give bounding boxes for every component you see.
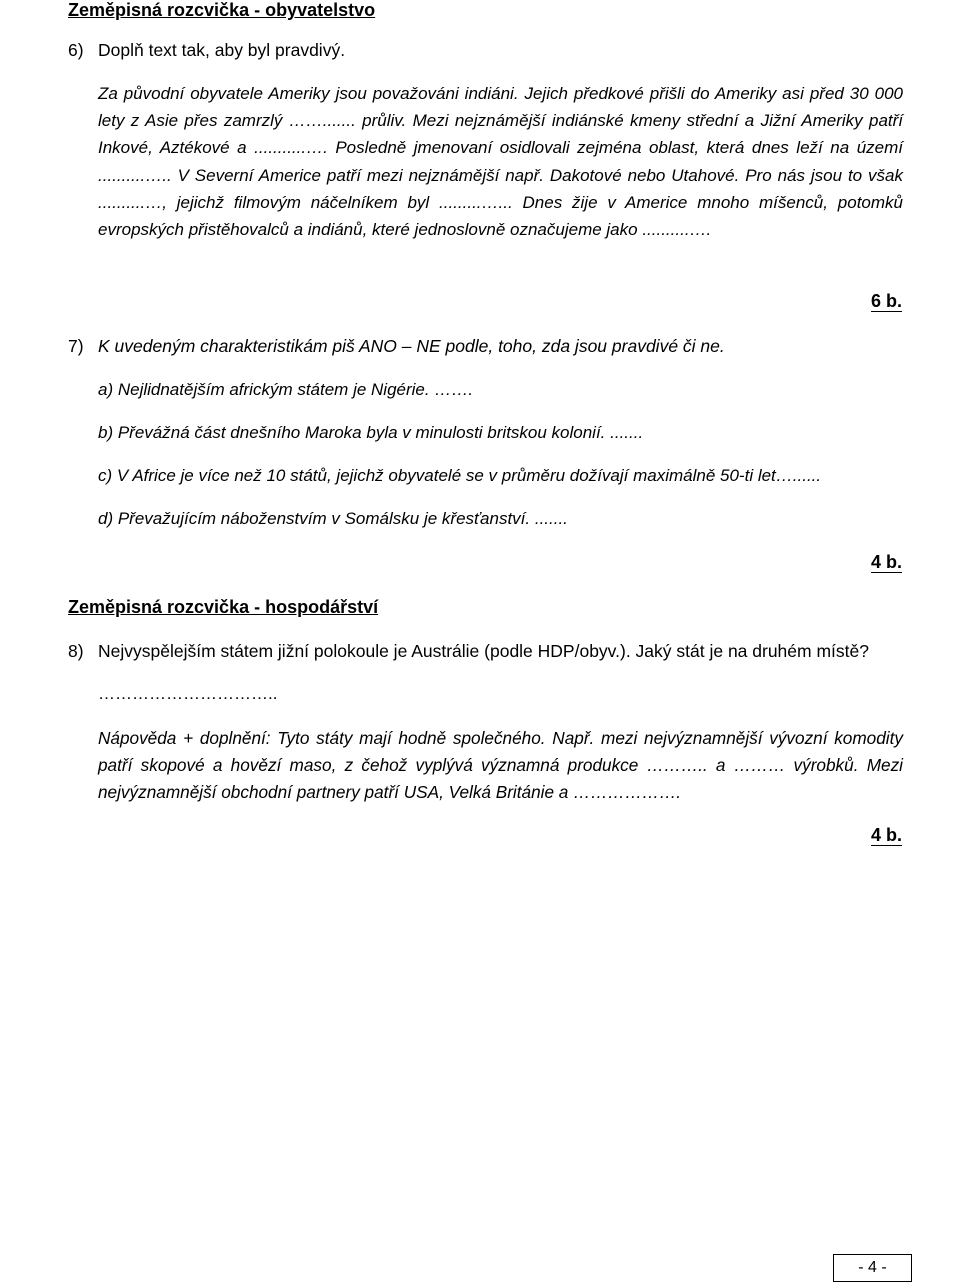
question-7-number: 7) (68, 336, 84, 356)
question-7-item-b: b) Převážná část dnešního Maroka byla v minulosti britskou kolonií. ....... (98, 423, 644, 442)
question-8-number: 8) (68, 641, 84, 661)
question-6-prompt: Doplň text tak, aby byl pravdivý. (98, 40, 346, 60)
question-7-prompt-line (68, 336, 725, 357)
question-7-item-d: d) Převažujícím náboženstvím v Somálsku je křesťanství. ....... (98, 509, 568, 528)
section-title-economy: Zeměpisná rozcvička - hospodářství (68, 597, 379, 617)
question-7-score: 4 b. (870, 552, 902, 572)
question-8-score: 4 b. (870, 825, 902, 845)
question-6-number: 6) (68, 40, 84, 60)
question-8-answer-blank: ………………………….. (98, 684, 278, 703)
question-6-score: 6 b. (870, 291, 902, 311)
question-6-text: Za původní obyvatele Ameriky jsou považováni indiáni. Jejich předkové přišli do Ameriky asi před 30 000 lety z Asie přes zamrzlý ……....... průliv. Mezi nejznámější indiánské kmeny střední a Jižní Ameriky patří Inkové, Aztékové a ...........…. Posledně jmenovaní osidlovali zejména oblast, která dnes leží na území ..........….. V Severní Americe patří mezi nejznámější např. Dakotové nebo Utahové. Pro nás jsou to však ..........…, jejichž filmovým náčelníkem byl .........…... Dnes žije v Americe mnoho míšenců, potomků evropských přistěhovalců a indiánů, které jednoslovně označujeme jako ..........…. (98, 84, 903, 240)
question-7-item-c: c) V Africe je více než 10 států, jejichž obyvatelé se v průměru dožívají maximálně 50-ti let…...... (98, 466, 822, 485)
question-8-prompt: Nejvyspělejším státem jižní polokoule je Austrálie (podle HDP/obyv.). Jaký stát je na druhém místě? (98, 641, 869, 661)
section-title-population: Zeměpisná rozcvička - obyvatelstvo (68, 0, 376, 20)
question-8-prompt-line (68, 641, 869, 662)
question-8-hint: Nápověda + doplnění: Tyto státy mají hodně společného. Např. mezi nejvýznamnější vývozní komodity patří skopové a hovězí maso, z čehož vyplývá významná produkce ……….. a ……… výrobků. Mezi nejvýznamnější obchodní partnery patří USA, Velká Británie a ………………. (98, 728, 903, 802)
page-number: - 4 - (833, 1254, 912, 1282)
question-6-prompt-line (68, 40, 345, 61)
question-7-item-a: a) Nejlidnatějším africkým státem je Nigérie. ……. (98, 380, 474, 399)
question-7-prompt: K uvedeným charakteristikám piš ANO – NE podle, toho, zda jsou pravdivé či ne. (98, 336, 725, 356)
